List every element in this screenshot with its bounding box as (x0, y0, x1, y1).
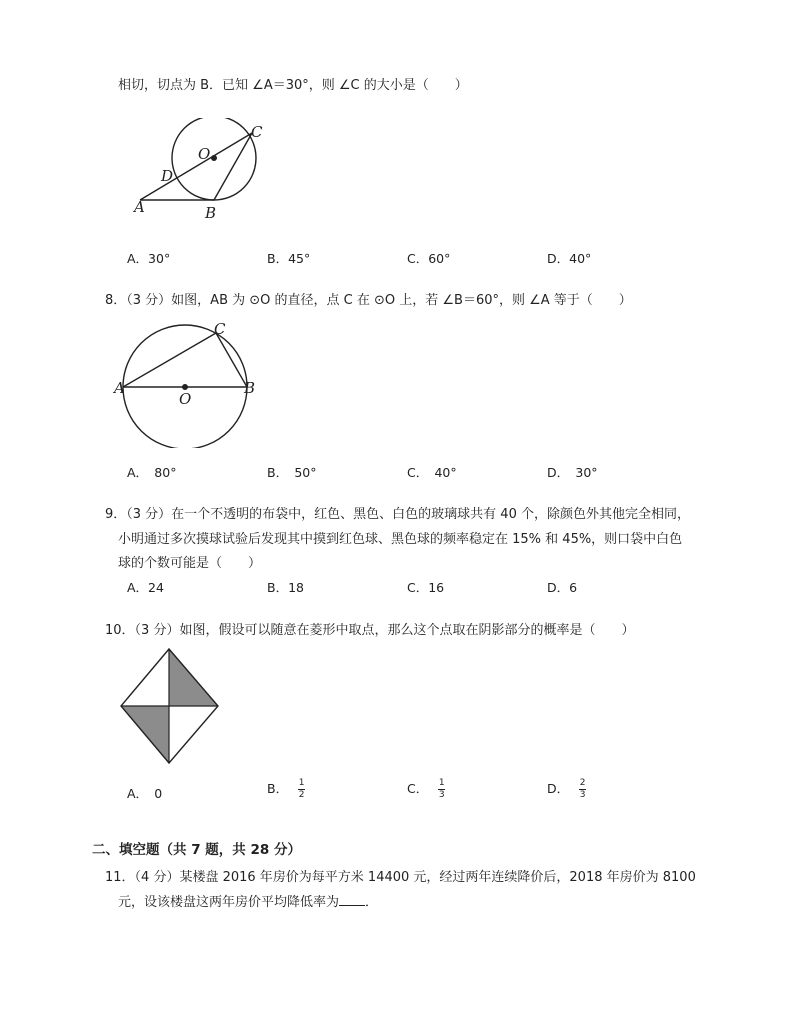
q8-option-a[interactable]: A． 80° (127, 465, 177, 480)
q11-stem-line-2-end: ． (365, 895, 379, 910)
q7-option-c[interactable]: C．60° (407, 251, 451, 266)
q10-option-d-prefix: D． (547, 781, 570, 796)
q7-chord-BC (214, 133, 252, 200)
q10-option-d-fraction (579, 779, 586, 800)
q9-stem-line-3: 球的个数可能是（ ） (118, 556, 262, 571)
q9-option-a[interactable]: A．24 (127, 580, 164, 595)
q7-label-B: B (205, 204, 217, 222)
q9-stem-line-1: 9．（3 分）在一个不透明的布袋中，红色、黑色、白色的玻璃球共有 40 个，除颜色外其他完全相同， (105, 507, 690, 522)
q8-label-O: O (179, 390, 192, 408)
q7-option-d[interactable]: D．40° (547, 251, 592, 266)
q10-option-b-fraction (298, 779, 305, 800)
q8-label-B: B (244, 379, 256, 397)
fraction-numerator: 1 (438, 778, 445, 788)
q10-stem: 10．（3 分）如图，假设可以随意在菱形中取点，那么这个点取在阴影部分的概率是（ ） (105, 623, 635, 638)
q10-option-b[interactable] (267, 779, 305, 800)
q10-option-c-fraction (438, 779, 445, 800)
section-title-fill-in: 二、填空题（共 7 题，共 28 分） (92, 842, 301, 858)
q8-chord-BC (216, 333, 247, 387)
q9-option-d[interactable]: D．6 (547, 580, 578, 595)
q8-option-b[interactable]: B． 50° (267, 465, 317, 480)
q7-center-dot (211, 155, 217, 161)
fraction-denominator: 3 (579, 790, 586, 800)
q10-option-c[interactable] (407, 779, 445, 800)
q9-option-c[interactable]: C．16 (407, 580, 445, 595)
q8-option-d[interactable]: D． 30° (547, 465, 598, 480)
fraction-denominator: 2 (298, 790, 305, 800)
q10-rhombus-figure (118, 646, 222, 768)
q10-option-b-prefix: B． (267, 781, 289, 796)
q11-stem-line-2 (118, 891, 378, 915)
q9-option-b[interactable]: B．18 (267, 580, 304, 595)
q11-stem-line-2-text: 元，设该楼盘这两年房价平均降低率为 (118, 895, 340, 910)
q7-option-b[interactable]: B．45° (267, 251, 311, 266)
q8-option-c[interactable]: C． 40° (407, 465, 457, 480)
q10-option-c-prefix: C． (407, 781, 429, 796)
q7-secant-AC (140, 133, 252, 200)
q7-figure (130, 118, 270, 228)
q11-answer-blank[interactable] (339, 891, 365, 906)
q10-option-d[interactable] (547, 779, 586, 800)
q8-chord-AC (123, 333, 216, 387)
fraction-denominator: 3 (438, 790, 445, 800)
q10-option-a[interactable]: A． 0 (127, 786, 163, 801)
q8-stem: 8．（3 分）如图，AB 为 ⊙O 的直径，点 C 在 ⊙O 上，若 ∠B＝60°，则 ∠A 等于（ ） (105, 293, 632, 308)
q7-stem-line: 相切，切点为 B．已知 ∠A＝30°，则 ∠C 的大小是（ ） (118, 78, 468, 93)
q7-label-C: C (251, 123, 263, 141)
q11-stem-line-1: 11．（4 分）某楼盘 2016 年房价为每平方米 14400 元，经过两年连续降价后，2018 年房价为 8100 (105, 870, 696, 885)
q7-option-a[interactable]: A．30° (127, 251, 171, 266)
q7-label-A: A (134, 198, 145, 216)
q9-stem-line-2: 小明通过多次摸球试验后发现其中摸到红色球、黑色球的频率稳定在 15% 和 45%，则口袋中白色 (118, 532, 683, 547)
q8-label-C: C (214, 320, 226, 338)
fraction-numerator: 1 (298, 778, 305, 788)
fraction-numerator: 2 (579, 778, 586, 788)
q7-label-D: D (161, 167, 174, 185)
q7-label-O: O (198, 145, 211, 163)
q8-label-A: A (114, 379, 125, 397)
q8-figure (112, 318, 262, 448)
